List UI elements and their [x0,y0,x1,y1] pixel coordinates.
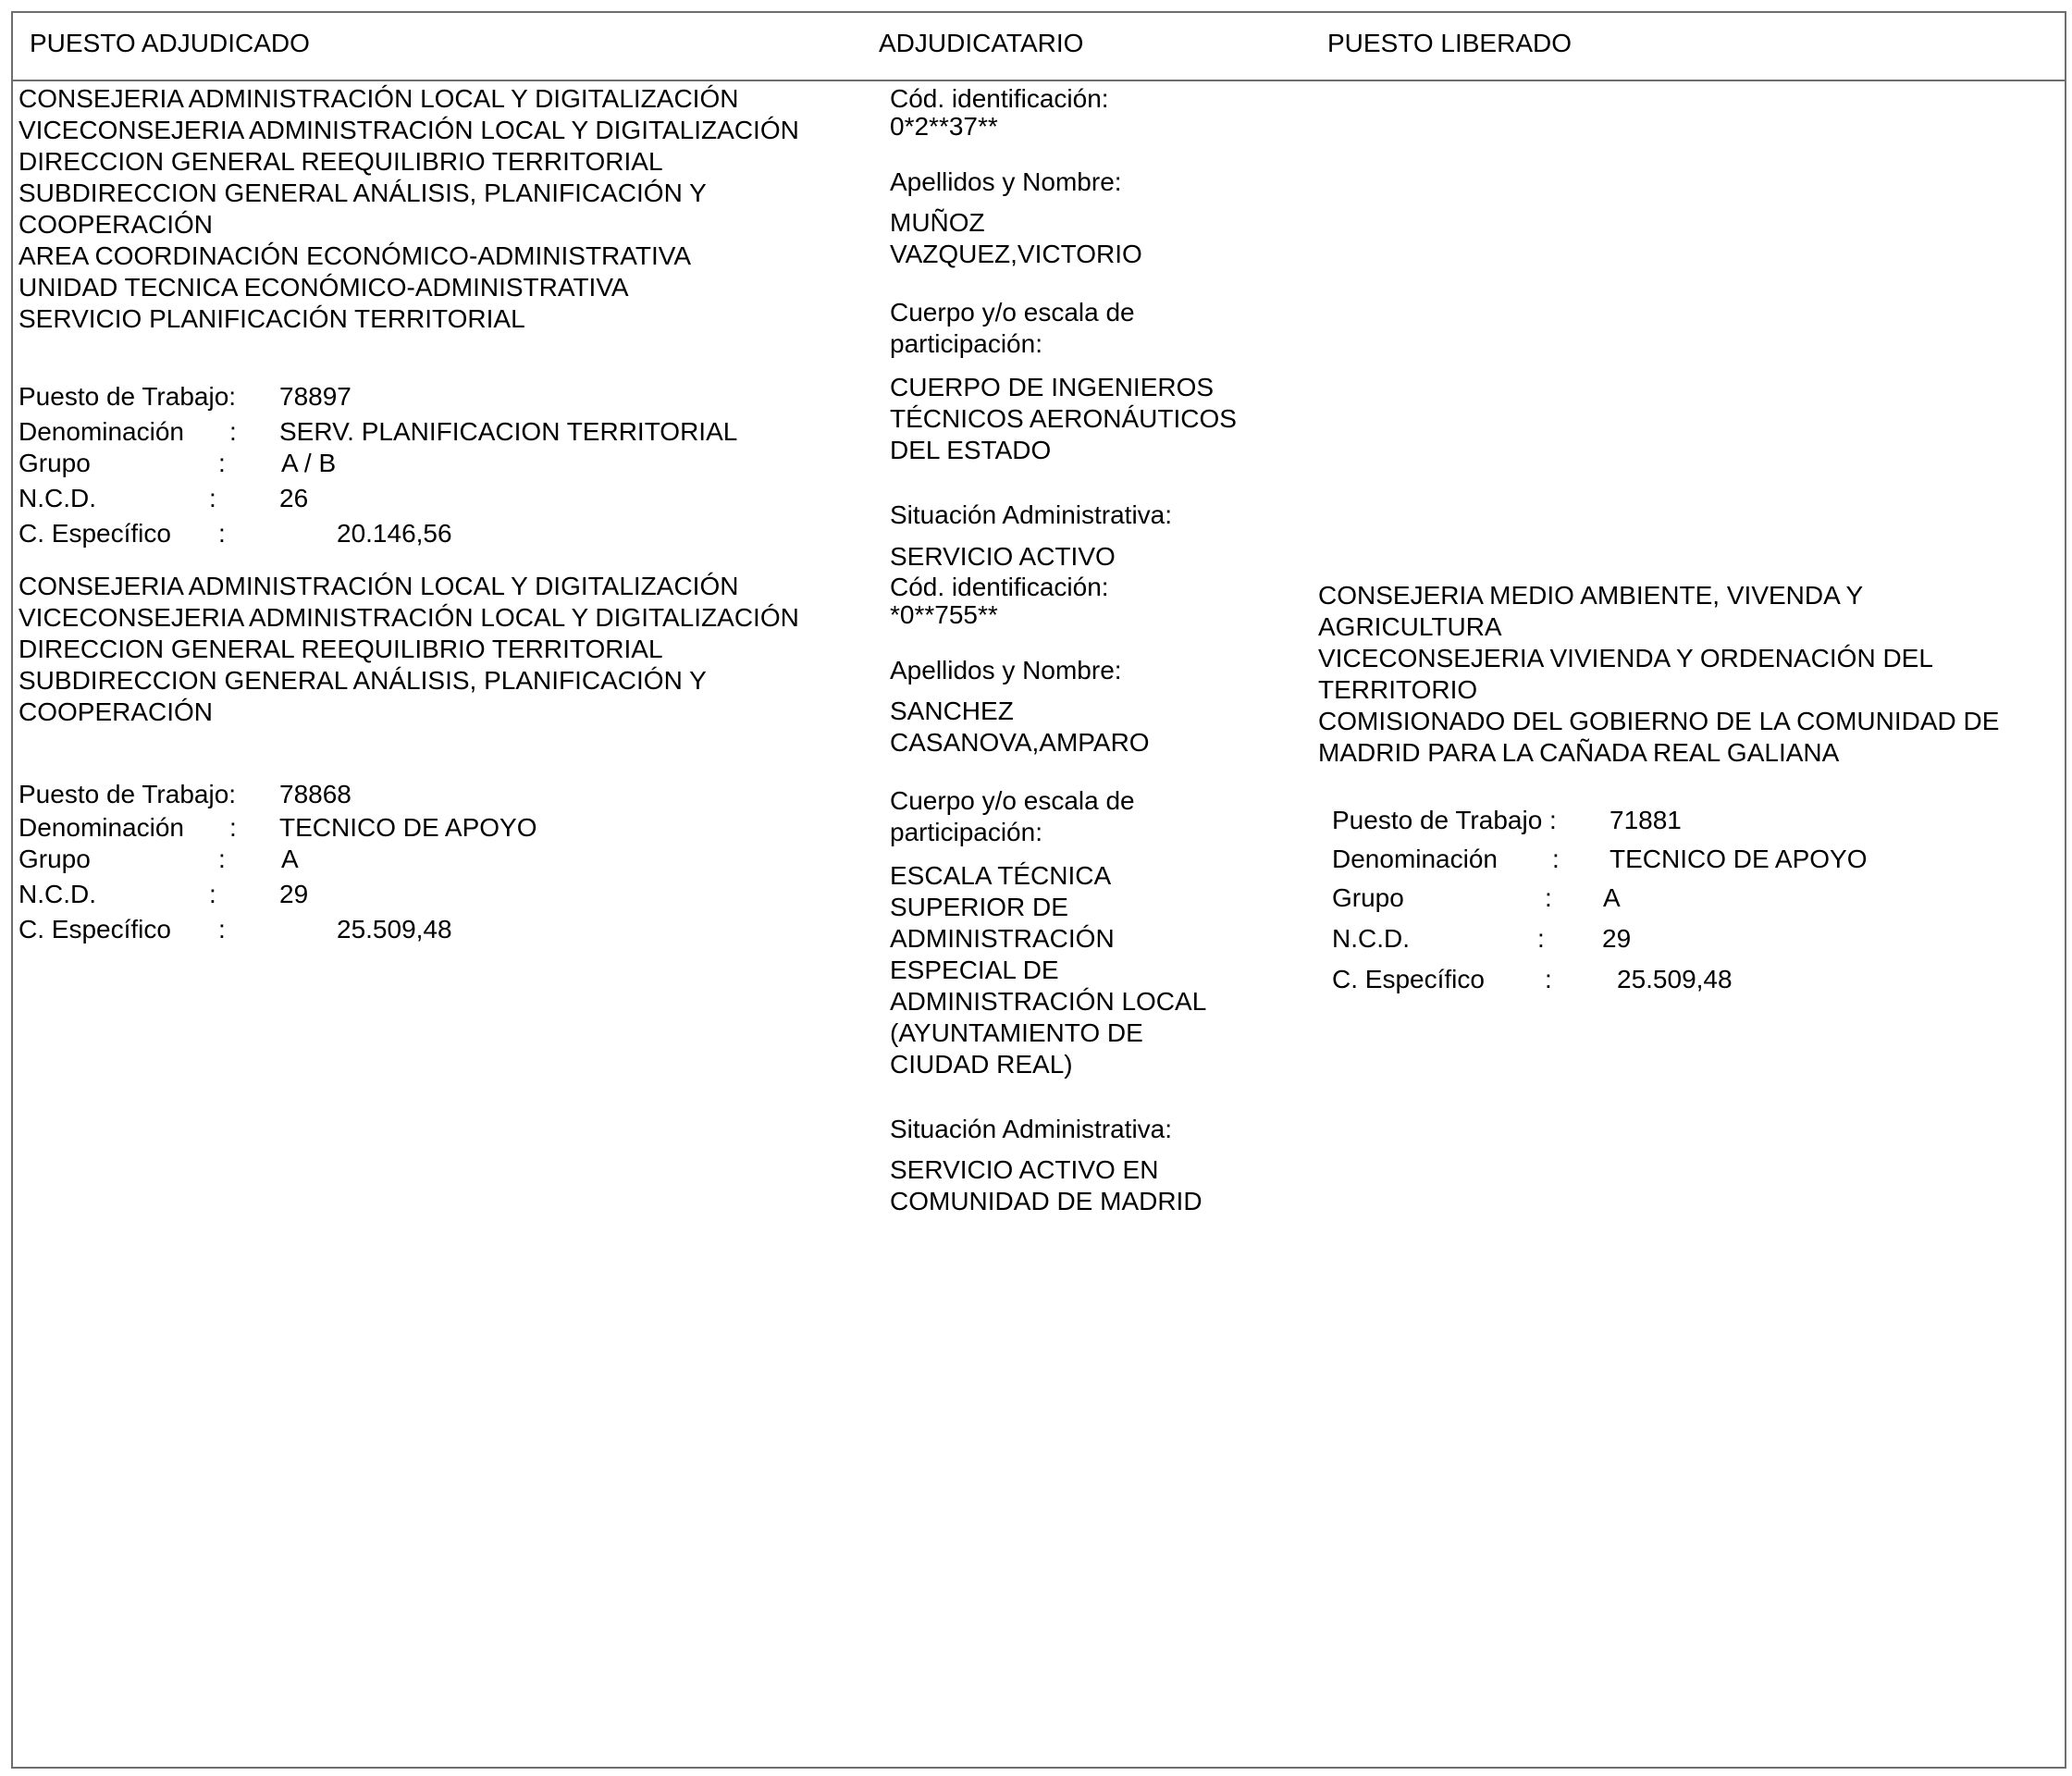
label-puesto-trabajo: Puesto de Trabajo: [18,382,237,411]
cuerpo-line: ESPECIAL DE [890,956,1059,984]
org-line: VICECONSEJERIA VIVIENDA Y ORDENACIÓN DEL [1318,644,1933,672]
situacion-line: SERVICIO ACTIVO EN [890,1155,1159,1184]
header-divider [11,80,2066,81]
value-ncd: 29 [279,880,309,908]
colon: : [1537,924,1545,953]
org-line: CONSEJERIA ADMINISTRACIÓN LOCAL Y DIGITALIZACIÓN [18,84,739,113]
label-cuerpo-escala [890,785,1135,848]
label-line: Cuerpo y/o escala de [890,298,1135,327]
cuerpo-line: DEL ESTADO [890,436,1052,464]
colon: : [1545,883,1552,912]
value-cuerpo-escala [890,372,1237,466]
label-denominacion: Denominación [18,417,184,446]
value-apellidos-nombre [890,696,1150,758]
colon: : [1552,845,1560,873]
header-adjudicatario: ADJUDICATARIO [879,29,1084,57]
value-grupo: A [281,845,299,873]
label-line: participación: [890,329,1042,358]
value-denominacion: TECNICO DE APOYO [1610,845,1868,873]
label-ncd: N.C.D. [1332,924,1410,953]
org-line: DIRECCION GENERAL REEQUILIBRIO TERRITORIAL [18,635,663,663]
org-line: VICECONSEJERIA ADMINISTRACIÓN LOCAL Y DIGITALIZACIÓN [18,603,799,632]
label-cod-identificacion: Cód. identificación: [890,573,1109,601]
adjudicado-2-org [18,571,799,728]
adjudicado-1-org [18,83,799,335]
name-line: SANCHEZ [890,697,1014,725]
label-situacion-administrativa: Situación Administrativa: [890,1115,1173,1143]
label-denominacion: Denominación [18,813,184,842]
colon: : [218,519,226,548]
label-ncd: N.C.D. [18,484,96,512]
value-c-especifico: 25.509,48 [337,915,452,944]
label-apellidos-nombre: Apellidos y Nombre: [890,167,1122,196]
colon: : [209,880,216,908]
value-cuerpo-escala [890,860,1206,1080]
header-puesto-adjudicado: PUESTO ADJUDICADO [30,29,310,57]
org-line: MADRID PARA LA CAÑADA REAL GALIANA [1318,738,1840,767]
value-denominacion: TECNICO DE APOYO [279,813,537,842]
name-line: VAZQUEZ,VICTORIO [890,240,1142,268]
value-puesto-trabajo: 78897 [279,382,352,411]
label-cuerpo-escala [890,297,1135,360]
name-line: MUÑOZ [890,208,985,237]
cuerpo-line: CIUDAD REAL) [890,1050,1073,1079]
label-grupo: Grupo [18,845,91,873]
value-ncd: 26 [279,484,309,512]
label-line: Cuerpo y/o escala de [890,786,1135,815]
colon: : [229,417,237,446]
org-line: UNIDAD TECNICA ECONÓMICO-ADMINISTRATIVA [18,273,629,302]
label-puesto-trabajo: Puesto de Trabajo: [18,780,237,808]
cuerpo-line: ESCALA TÉCNICA [890,861,1112,890]
situacion-line: COMUNIDAD DE MADRID [890,1187,1202,1215]
cuerpo-line: ADMINISTRACIÓN LOCAL [890,987,1207,1016]
colon: : [218,449,226,477]
org-line: AREA COORDINACIÓN ECONÓMICO-ADMINISTRATIVA [18,241,692,270]
value-grupo: A [1603,883,1621,912]
org-line: SERVICIO PLANIFICACIÓN TERRITORIAL [18,304,525,333]
cuerpo-line: TÉCNICOS AERONÁUTICOS [890,404,1237,433]
org-line: DIRECCION GENERAL REEQUILIBRIO TERRITORIAL [18,147,663,176]
name-line: CASANOVA,AMPARO [890,728,1150,757]
situacion-line: SERVICIO ACTIVO [890,542,1116,571]
org-line: TERRITORIO [1318,675,1478,704]
header-puesto-liberado: PUESTO LIBERADO [1327,29,1572,57]
value-situacion-administrativa [890,541,1116,573]
label-puesto-trabajo: Puesto de Trabajo : [1332,806,1557,834]
org-line: COOPERACIÓN [18,697,214,726]
org-line: CONSEJERIA MEDIO AMBIENTE, VIVENDA Y [1318,581,1864,610]
value-apellidos-nombre [890,207,1142,270]
colon: : [1545,965,1552,993]
value-situacion-administrativa [890,1154,1202,1217]
cuerpo-line: (AYUNTAMIENTO DE [890,1018,1143,1047]
label-apellidos-nombre: Apellidos y Nombre: [890,656,1122,684]
label-grupo: Grupo [18,449,91,477]
org-line: COOPERACIÓN [18,210,214,239]
org-line: SUBDIRECCION GENERAL ANÁLISIS, PLANIFICACIÓN Y [18,179,707,207]
label-c-especifico: C. Específico [18,519,171,548]
org-line: COMISIONADO DEL GOBIERNO DE LA COMUNIDAD DE [1318,707,2000,735]
liberado-org [1318,580,1999,769]
value-cod-identificacion: *0**755** [890,600,998,629]
label-cod-identificacion: Cód. identificación: [890,84,1109,113]
value-puesto-trabajo: 71881 [1610,806,1682,834]
colon: : [218,915,226,944]
value-denominacion: SERV. PLANIFICACION TERRITORIAL [279,417,738,446]
colon: : [218,845,226,873]
value-c-especifico: 25.509,48 [1617,965,1733,993]
value-cod-identificacion: 0*2**37** [890,112,998,141]
org-line: SUBDIRECCION GENERAL ANÁLISIS, PLANIFICACIÓN Y [18,666,707,695]
value-grupo: A / B [281,449,337,477]
label-line: participación: [890,818,1042,846]
org-line: CONSEJERIA ADMINISTRACIÓN LOCAL Y DIGITALIZACIÓN [18,572,739,600]
cuerpo-line: ADMINISTRACIÓN [890,924,1115,953]
label-ncd: N.C.D. [18,880,96,908]
cuerpo-line: CUERPO DE INGENIEROS [890,373,1215,401]
value-puesto-trabajo: 78868 [279,780,352,808]
value-ncd: 29 [1602,924,1632,953]
label-situacion-administrativa: Situación Administrativa: [890,500,1173,529]
label-c-especifico: C. Específico [1332,965,1485,993]
label-grupo: Grupo [1332,883,1404,912]
label-denominacion: Denominación [1332,845,1498,873]
value-c-especifico: 20.146,56 [337,519,452,548]
org-line: AGRICULTURA [1318,612,1502,641]
label-c-especifico: C. Específico [18,915,171,944]
colon: : [229,813,237,842]
cuerpo-line: SUPERIOR DE [890,893,1068,921]
org-line: VICECONSEJERIA ADMINISTRACIÓN LOCAL Y DIGITALIZACIÓN [18,116,799,144]
colon: : [209,484,216,512]
